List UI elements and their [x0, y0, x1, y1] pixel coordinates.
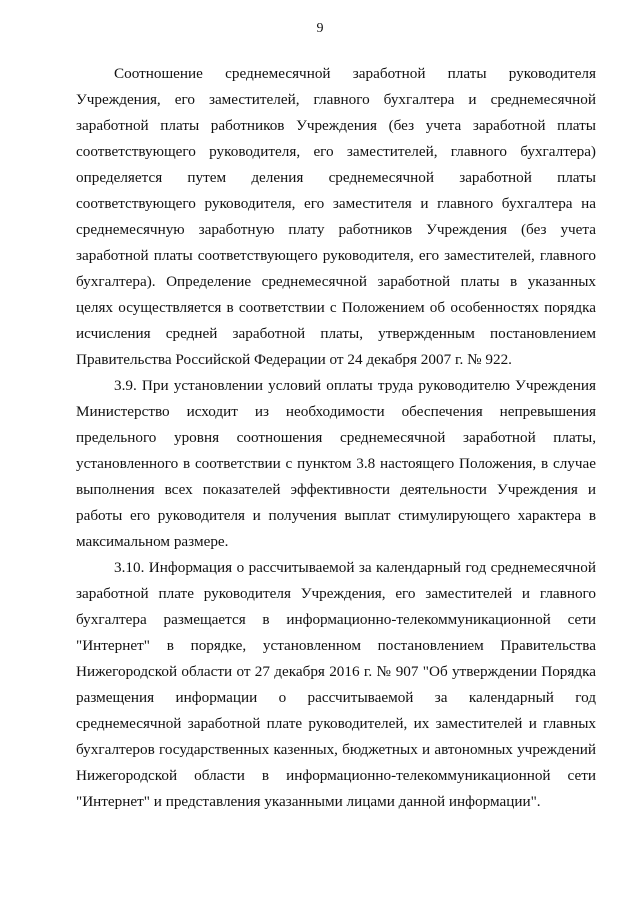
paragraph-3-9: 3.9. При установлении условий оплаты труда руководителю Учреждения Министерство исходит из необходимости обеспечения непревышения предельного уровня соотношения среднемесячной заработной платы, установленного в соответствии с пунктом 3.8 настоящего Положения, в случае выполнения всех показателей эффективности деятельности Учреждения и работы его руководителя и получения выплат стимулирующего характера в максимальном размере. [76, 377, 596, 550]
document-body [76, 61, 596, 815]
paragraph-salary-ratio: Соотношение среднемесячной заработной платы руководителя Учреждения, его заместителей, главного бухгалтера и среднемесячной заработной платы работников Учреждения (без учета заработной платы соответствующего руководителя, его заместителей, главного бухгалтера) определяется путем деления среднемесячной заработной платы соответствующего руководителя, его заместителя и главного бухгалтера на среднемесячную заработную плату работников Учреждения (без учета заработной платы соответствующего руководителя, его заместителей, главного бухгалтера). Определение среднемесячной заработной платы в указанных целях осуществляется в соответствии с Положением об особенностях порядка исчисления средней заработной платы, утвержденным постановлением Правительства Российской Федерации от 24 декабря 2007 г. № 922. [76, 65, 596, 368]
paragraph-3-10: 3.10. Информация о рассчитываемой за календарный год среднемесячной заработной плате руководителя Учреждения, его заместителей и главного бухгалтера размещается в информационно-телекоммуникационной сети "Интернет" в порядке, установленном постановлением Правительства Нижегородской области от 27 декабря 2016 г. № 907 "Об утверждении Порядка размещения информации о рассчитываемой за календарный год среднемесячной заработной плате руководителей, их заместителей и главных бухгалтеров государственных казенных, бюджетных и автономных учреждений Нижегородской области в информационно-телекоммуникационной сети "Интернет" и представления указанными лицами данной информации". [76, 559, 596, 810]
page-number: 9 [316, 21, 324, 36]
